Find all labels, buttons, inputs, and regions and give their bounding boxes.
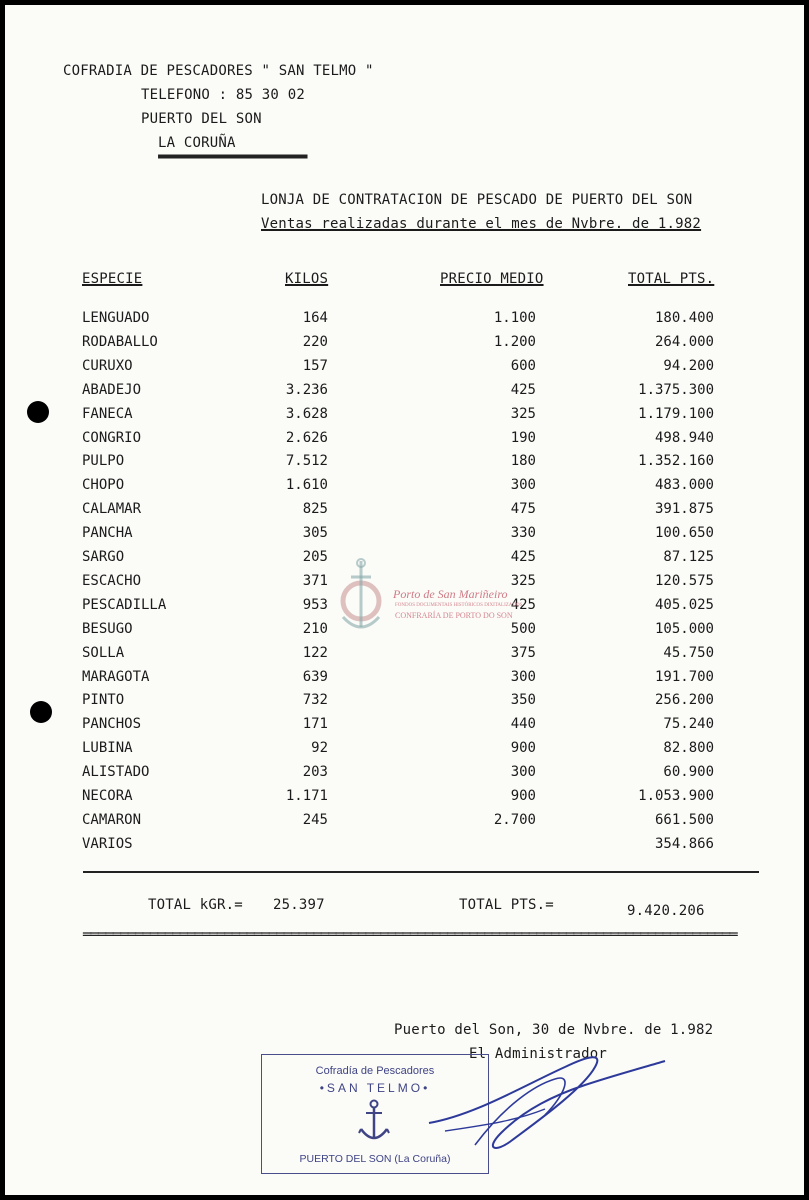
precio-cell: 900 (510, 740, 536, 757)
total-cell: 60.900 (663, 764, 714, 781)
precio-cell: 190 (510, 429, 536, 446)
total-cell: 264.000 (654, 333, 714, 350)
total-kgr-value: 25.397 (273, 897, 325, 913)
table-row (5, 382, 804, 406)
total-cell: 391.875 (654, 501, 714, 518)
total-cell: 1.053.900 (638, 788, 714, 804)
precio-cell: 325 (510, 405, 536, 422)
watermark-sub: FONDOS DOCUMENTAIS HISTÓRICOS DIXITALIZADOS (395, 603, 523, 608)
table-row (5, 453, 804, 477)
kilos-cell: 371 (302, 572, 328, 589)
kilos-cell: 220 (302, 333, 328, 350)
table-row (5, 310, 804, 334)
precio-cell: 425 (510, 549, 536, 565)
signature (415, 1045, 675, 1155)
kilos-cell: 732 (302, 692, 328, 709)
kilos-cell: 171 (302, 716, 328, 733)
total-cell: 45.750 (663, 644, 714, 661)
precio-cell: 2.700 (493, 811, 536, 828)
species-cell: LUBINA (82, 740, 133, 757)
species-cell: SARGO (82, 549, 125, 565)
table-row (5, 621, 804, 645)
total-cell: 483.000 (654, 477, 714, 494)
kilos-cell: 164 (302, 310, 328, 326)
province-underline: ▬▬▬▬▬▬▬▬▬▬▬▬▬▬▬▬▬▬▬▬ (158, 148, 307, 164)
kilos-cell: 157 (302, 357, 328, 374)
kilos-cell: 3.628 (285, 405, 328, 422)
kilos-cell: 3.236 (285, 381, 328, 398)
species-cell: PANCHOS (82, 716, 142, 733)
kilos-cell: 92 (311, 740, 328, 757)
precio-cell: 425 (510, 596, 536, 613)
town-line: PUERTO DEL SON (141, 111, 262, 127)
species-cell: CALAMAR (82, 501, 142, 518)
stamp-line-2: •SAN TELMO• (319, 1081, 431, 1095)
table-row (5, 716, 804, 740)
total-cell: 405.025 (654, 596, 714, 613)
precio-cell: 600 (510, 357, 536, 374)
species-cell: ABADEJO (82, 381, 142, 398)
total-cell: 661.500 (654, 811, 714, 828)
kilos-cell: 953 (302, 596, 328, 613)
table-row (5, 525, 804, 549)
precio-cell: 325 (510, 572, 536, 589)
species-cell: CAMARON (82, 811, 142, 828)
precio-cell: 300 (510, 764, 536, 781)
precio-cell: 180 (510, 453, 536, 470)
total-cell: 1.352.160 (638, 453, 714, 470)
table-row (5, 358, 804, 382)
anchor-lifebuoy-icon (337, 557, 385, 639)
precio-cell: 1.100 (493, 310, 536, 326)
kilos-cell: 122 (302, 644, 328, 661)
kilos-cell: 210 (302, 620, 328, 637)
col-total-pts: TOTAL PTS. (628, 271, 715, 287)
species-cell: ESCACHO (82, 572, 142, 589)
table-row (5, 406, 804, 430)
place-date: Puerto del Son, 30 de Nvbre. de 1.982 (394, 1022, 714, 1038)
species-cell: VARIOS (82, 835, 133, 852)
watermark-org: CONFRARÍA DE PORTO DO SON (395, 611, 513, 620)
species-cell: PULPO (82, 453, 125, 470)
precio-cell: 900 (510, 788, 536, 804)
total-cell: 256.200 (654, 692, 714, 709)
table-row (5, 788, 804, 812)
species-cell: PANCHA (82, 525, 133, 542)
table-row (5, 430, 804, 454)
species-cell: CURUXO (82, 357, 133, 374)
species-cell: BESUGO (82, 620, 133, 637)
province-line: LA CORUÑA (158, 135, 236, 151)
kilos-cell: 639 (302, 668, 328, 685)
precio-cell: 350 (510, 692, 536, 709)
report-subtitle: Ventas realizadas durante el mes de Nvbre. de 1.982 (261, 216, 702, 232)
species-cell: CHOPO (82, 477, 125, 494)
total-cell: 82.800 (663, 740, 714, 757)
table-row (5, 501, 804, 525)
org-name: COFRADIA DE PESCADORES " SAN TELMO " (63, 63, 374, 79)
species-cell: ALISTADO (82, 764, 150, 781)
kilos-cell: 245 (302, 811, 328, 828)
precio-cell: 300 (510, 477, 536, 494)
document-page (5, 5, 804, 1195)
stamp-line-1: Cofradía de Pescadores (315, 1065, 435, 1077)
col-precio-medio: PRECIO MEDIO (440, 271, 544, 287)
totals-separator (83, 871, 759, 873)
total-cell: 75.240 (663, 716, 714, 733)
kilos-cell: 1.610 (285, 477, 328, 494)
table-row (5, 645, 804, 669)
total-cell: 1.375.300 (638, 381, 714, 398)
total-cell: 1.179.100 (638, 405, 714, 422)
kilos-cell: 825 (302, 501, 328, 518)
col-kilos: KILOS (285, 271, 329, 287)
species-cell: SOLLA (82, 644, 125, 661)
total-cell: 87.125 (663, 549, 714, 565)
table-row (5, 764, 804, 788)
report-title: LONJA DE CONTRATACION DE PESCADO DE PUERTO DEL SON (261, 192, 693, 208)
species-cell: FANECA (82, 405, 133, 422)
watermark-name: Porto de San Mariñeiro (393, 587, 508, 601)
precio-cell: 1.200 (493, 333, 536, 350)
table-row (5, 836, 804, 860)
total-cell: 120.575 (654, 572, 714, 589)
species-cell: RODABALLO (82, 333, 158, 350)
stamp-line-3: PUERTO DEL SON (La Coruña) (299, 1153, 451, 1165)
total-cell: 354.866 (654, 835, 714, 852)
kilos-cell: 305 (302, 525, 328, 542)
precio-cell: 475 (510, 501, 536, 518)
precio-cell: 425 (510, 381, 536, 398)
species-cell: CONGRIO (82, 429, 142, 446)
kilos-cell: 203 (302, 764, 328, 781)
precio-cell: 330 (510, 525, 536, 542)
signer-title: El Administrador (469, 1046, 608, 1062)
total-cell: 100.650 (654, 525, 714, 542)
table-row (5, 740, 804, 764)
species-cell: PESCADILLA (82, 596, 167, 613)
precio-cell: 500 (510, 620, 536, 637)
total-cell: 94.200 (663, 357, 714, 374)
table-row (5, 812, 804, 836)
species-cell: LENGUADO (82, 310, 150, 326)
phone-line: TELEFONO : 85 30 02 (141, 87, 305, 103)
precio-cell: 375 (510, 644, 536, 661)
kilos-cell: 205 (302, 549, 328, 565)
total-cell: 105.000 (654, 620, 714, 637)
kilos-cell: 2.626 (285, 429, 328, 446)
table-row (5, 692, 804, 716)
table-row (5, 669, 804, 693)
total-kgr-label: TOTAL kGR.= (148, 897, 243, 913)
total-cell: 180.400 (654, 310, 714, 326)
kilos-cell: 7.512 (285, 453, 328, 470)
total-cell: 191.700 (654, 668, 714, 685)
table-row (5, 334, 804, 358)
double-rule: ════════════════════════════════════════════════════════════════════════════════════════ (83, 927, 737, 943)
table-row (5, 477, 804, 501)
total-cell: 498.940 (654, 429, 714, 446)
precio-cell: 440 (510, 716, 536, 733)
species-cell: MARAGOTA (82, 668, 150, 685)
precio-cell: 300 (510, 668, 536, 685)
kilos-cell: 1.171 (285, 788, 328, 804)
species-cell: NECORA (82, 788, 133, 804)
table-row (5, 549, 804, 573)
anchor-icon (358, 1099, 390, 1145)
total-pts-label: TOTAL PTS.= (459, 897, 554, 913)
total-pts-value: 9.420.206 (627, 903, 705, 919)
species-cell: PINTO (82, 692, 125, 709)
col-especie: ESPECIE (82, 271, 143, 287)
